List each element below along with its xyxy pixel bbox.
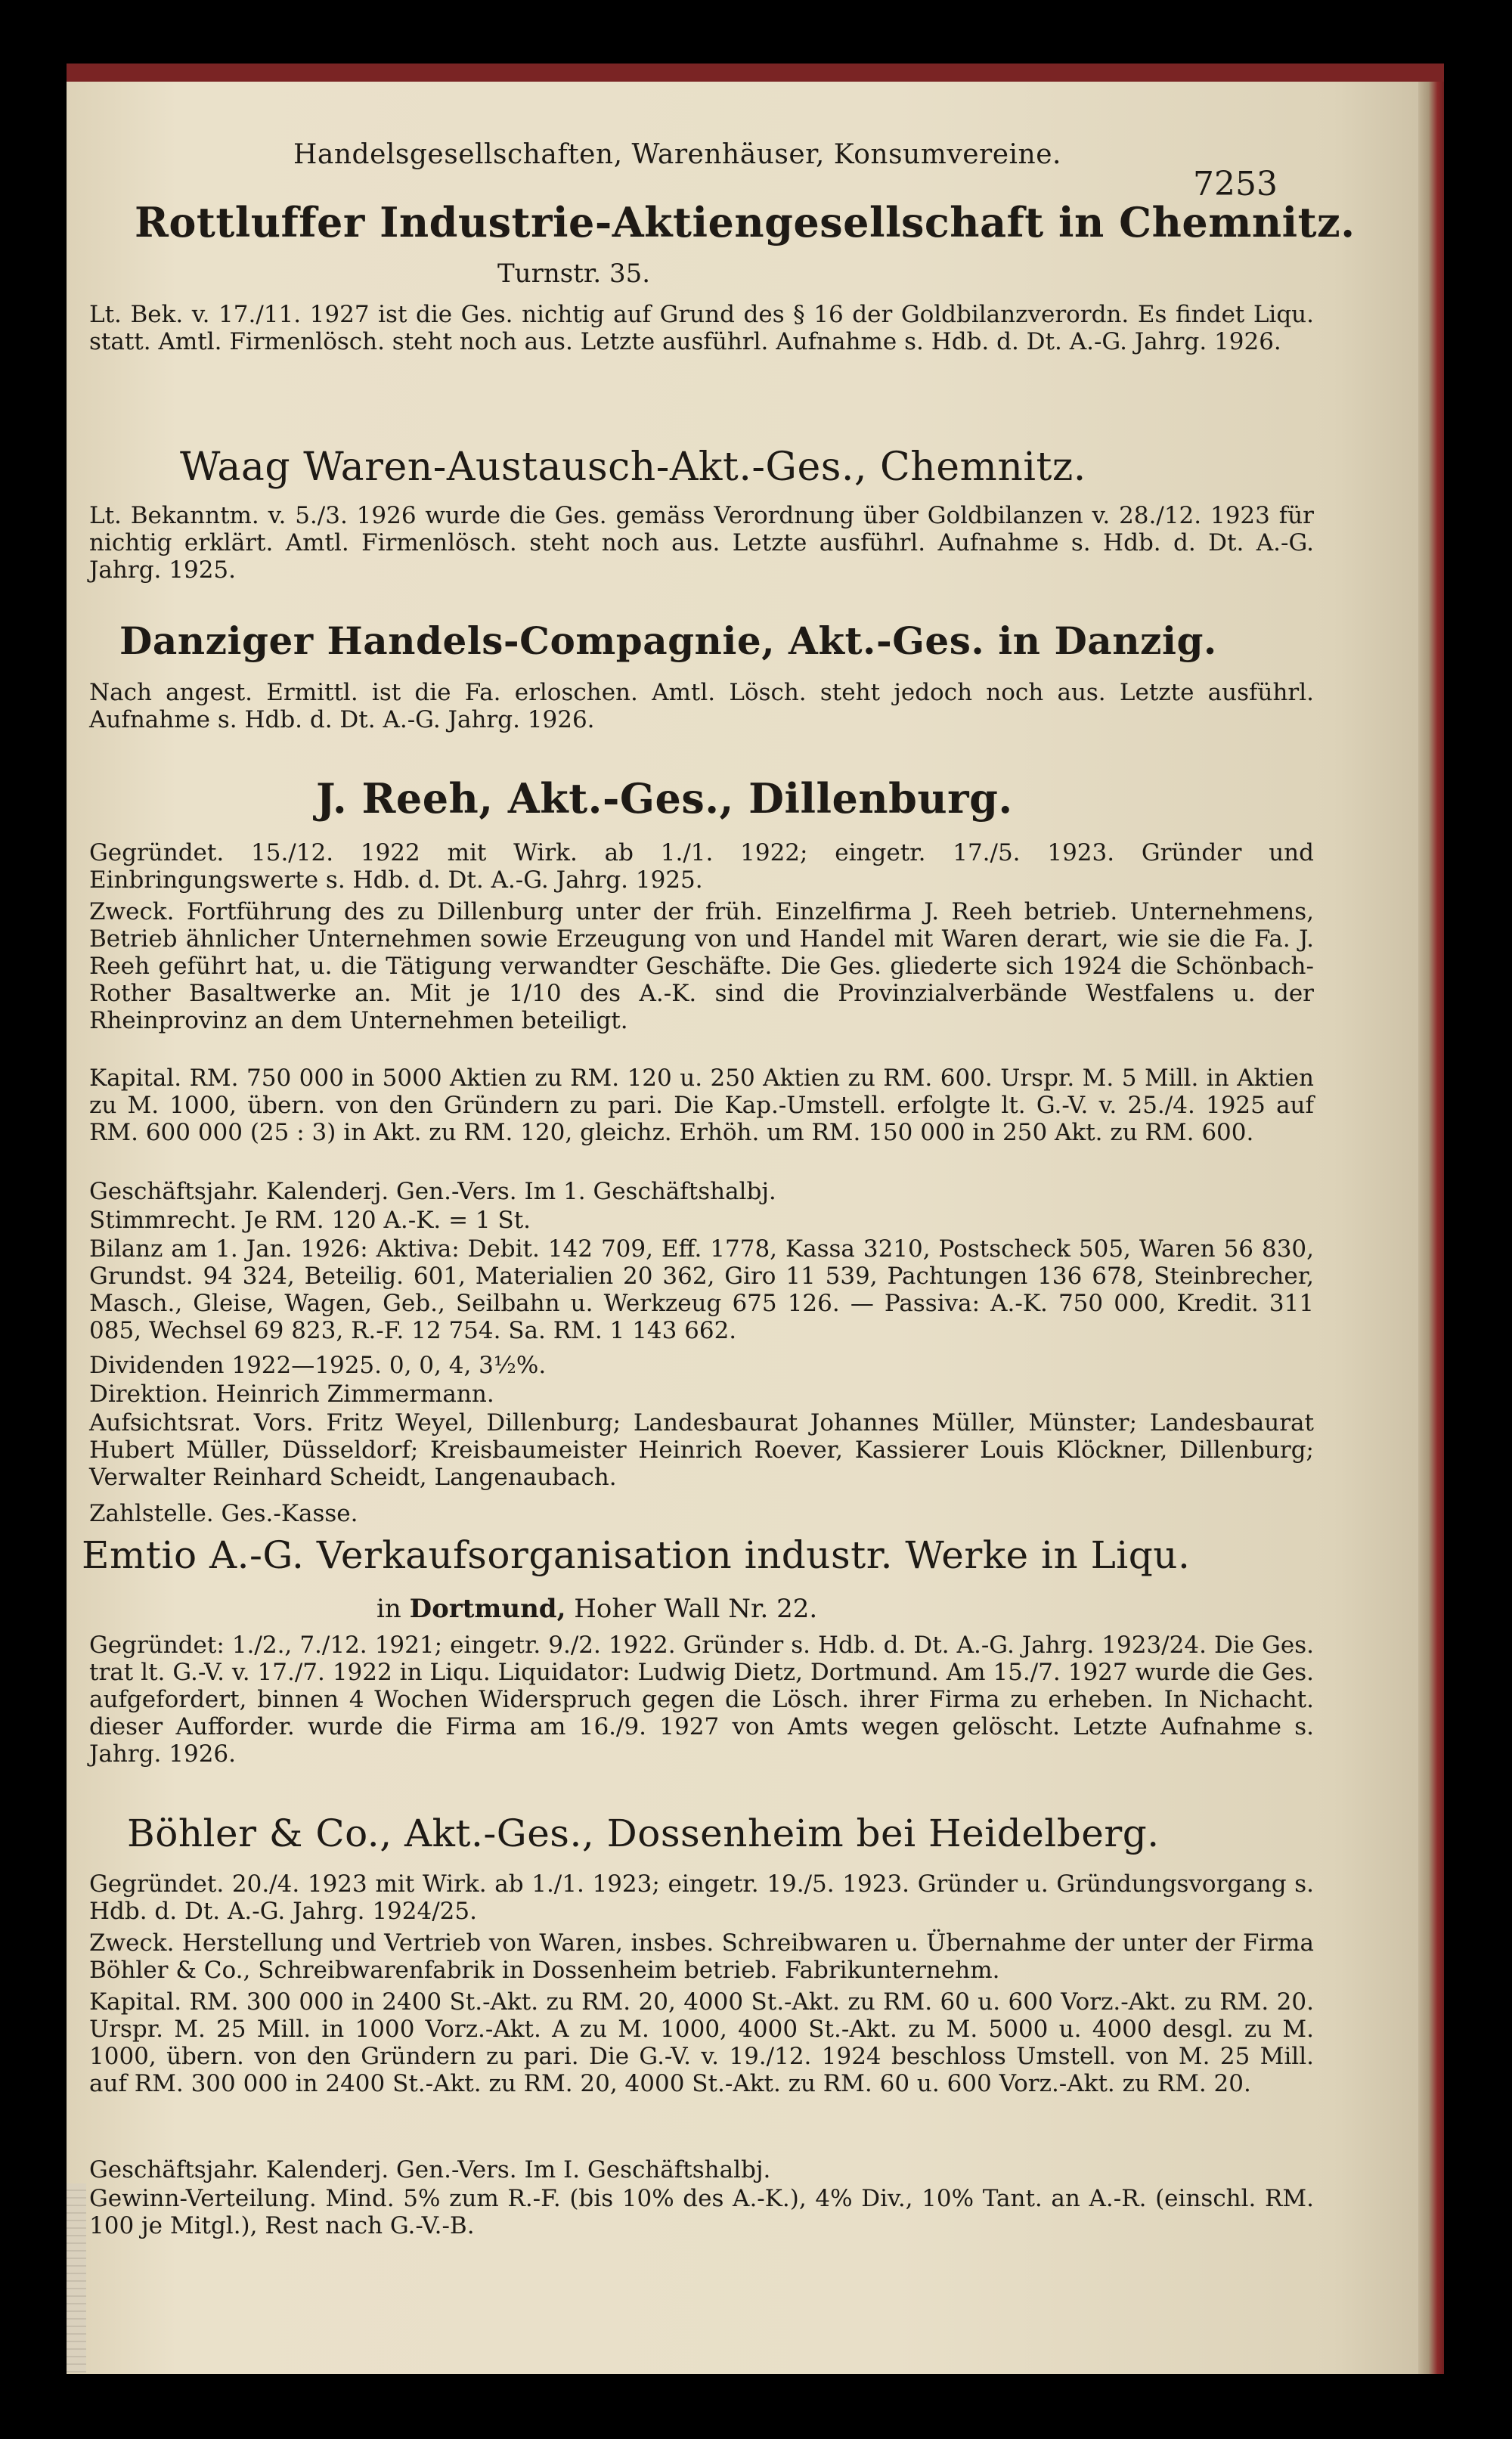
entry-address-emtio bbox=[376, 1594, 817, 1624]
entry-address-rottluffer: Turnstr. 35. bbox=[497, 259, 651, 289]
book-page bbox=[67, 82, 1444, 2374]
boehler-founded: Gegründet. 20./4. 1923 mit Wirk. ab 1./1. 1923; eingetr. 19./5. 1923. Gründer u. Gründungsvorgang s. Hdb. d. Dt. A.-G. Jahrg. 1924/25. bbox=[89, 1870, 1321, 1925]
reeh-fiscal-year: Geschäftsjahr. Kalenderj. Gen.-Vers. Im 1. Geschäftshalbj. bbox=[89, 1178, 776, 1205]
boehler-profit-distribution: Gewinn-Verteilung. Mind. 5% zum R.-F. (bis 10% des A.-K.), 4% Div., 10% Tant. an A.-R. (einschl. RM. 100 je Mitgl.), Rest nach G.-V.-B. bbox=[89, 2185, 1321, 2239]
scale-ruler bbox=[67, 2183, 86, 2372]
reeh-balance: Bilanz am 1. Jan. 1926: Aktiva: Debit. 142 709, Eff. 1778, Kassa 3210, Postscheck 505, Waren 56 830, Grundst. 94 324, Beteilig. 601, Materialien 20 362, Giro 11 539, Pachtungen 136 678, Steinbrecher, Masch., Gleise, Wagen, Geb., Seilbahn u. Werkzeug 675 126. — Passiva: A.-K. 750 000, Kredit. 311 085, Wechsel 69 823, R.-F. 12 754. Sa. RM. 1 143 662. bbox=[89, 1235, 1321, 1344]
reeh-founded: Gegründet. 15./12. 1922 mit Wirk. ab 1./1. 1922; eingetr. 17./5. 1923. Gründer und Einbringungswerte s. Hdb. d. Dt. A.-G. Jahrg. 1925. bbox=[89, 839, 1321, 894]
entry-text-emtio: Gegründet: 1./2., 7./12. 1921; eingetr. 9./2. 1922. Gründer s. Hdb. d. Dt. A.-G. Jahrg. 1923/24. Die Ges. trat lt. G.-V. v. 17./7. 1922 in Liqu. Liquidator: Ludwig Dietz, Dortmund. Am 15./7. 1927 wurde die Ges. aufgefordert, binnen 4 Wochen Widerspruch gegen die Lösch. ihrer Firma zu erheben. In Nichacht. dieser Aufforder. wurde die Firma am 16./9. 1927 von Amts wegen gelöscht. Letzte Aufnahme s. Jahrg. 1926. bbox=[89, 1632, 1321, 1768]
reeh-purpose: Zweck. Fortführung des zu Dillenburg unter der früh. Einzelfirma J. Reeh betrieb. Unternehmens, Betrieb ähnlicher Unternehmen sowie Erzeugung von und Handel mit Waren derart, wie sie die Fa. J. Reeh geführt hat, u. die Tätigung verwandter Geschäfte. Die Ges. gliederte sich 1924 die Schönbach-Rother Basaltwerke an. Mit je 1/10 des A.-K. sind die Provinzialverbände Westfalens u. der Rheinprovinz an dem Unternehmen beteiligt. bbox=[89, 898, 1321, 1034]
entry-title-waag: Waag Waren-Austausch-Akt.-Ges., Chemnitz. bbox=[180, 445, 1086, 490]
address-prefix: in bbox=[376, 1594, 401, 1624]
boehler-fiscal-year: Geschäftsjahr. Kalenderj. Gen.-Vers. Im I. Geschäftshalbj. bbox=[89, 2156, 771, 2183]
entry-title-boehler: Böhler & Co., Akt.-Ges., Dossenheim bei Heidelberg. bbox=[127, 1811, 1160, 1855]
page-edge bbox=[1418, 82, 1444, 2374]
entry-text-rottluffer: Lt. Bek. v. 17./11. 1927 ist die Ges. nichtig auf Grund des § 16 der Goldbilanzverordn. Es findet Liqu. statt. Amtl. Firmenlösch. steht noch aus. Letzte ausführl. Aufnahme s. Hdb. d. Dt. A.-G. Jahrg. 1926. bbox=[89, 301, 1321, 355]
entry-text-waag: Lt. Bekanntm. v. 5./3. 1926 wurde die Ges. gemäss Verordnung über Goldbilanzen v. 28./12. 1923 für nichtig erklärt. Amtl. Firmenlösch. steht noch aus. Letzte ausführl. Aufnahme s. Hdb. d. Dt. A.-G. Jahrg. 1925. bbox=[89, 502, 1321, 584]
reeh-paying-agent: Zahlstelle. Ges.-Kasse. bbox=[89, 1500, 358, 1527]
entry-title-emtio: Emtio A.-G. Verkaufsorganisation industr. Werke in Liqu. bbox=[82, 1533, 1191, 1577]
entry-title-reeh: J. Reeh, Akt.-Ges., Dillenburg. bbox=[316, 774, 1013, 823]
reeh-dividends: Dividenden 1922—1925. 0, 0, 4, 3½%. bbox=[89, 1352, 547, 1379]
entry-title-danziger: Danziger Handels-Compagnie, Akt.-Ges. in Danzig. bbox=[119, 618, 1217, 663]
address-city: Dortmund, bbox=[409, 1594, 566, 1624]
page-number: 7253 bbox=[1193, 165, 1278, 203]
boehler-capital: Kapital. RM. 300 000 in 2400 St.-Akt. zu RM. 20, 4000 St.-Akt. zu RM. 60 u. 600 Vorz.-Akt. zu RM. 20. Urspr. M. 25 Mill. in 1000 Vorz.-Akt. A zu M. 1000, 4000 St.-Akt. zu M. 5000 u. 4000 desgl. zu M. 1000, übern. von den Gründern zu pari. Die G.-V. v. 19./12. 1924 beschloss Umstell. von M. 25 Mill. auf RM. 300 000 in 2400 St.-Akt. zu RM. 20, 4000 St.-Akt. zu RM. 60 u. 600 Vorz.-Akt. zu RM. 20. bbox=[89, 1988, 1321, 2097]
boehler-purpose: Zweck. Herstellung und Vertrieb von Waren, insbes. Schreibwaren u. Übernahme der unter der Firma Böhler & Co., Schreibwarenfabrik in Dossenheim betrieb. Fabrikunternehm. bbox=[89, 1929, 1321, 1984]
running-head: Handelsgesellschaften, Warenhäuser, Konsumvereine. bbox=[293, 139, 1061, 170]
entry-text-danziger: Nach angest. Ermittl. ist die Fa. erloschen. Amtl. Lösch. steht jedoch noch aus. Letzte ausführl. Aufnahme s. Hdb. d. Dt. A.-G. Jahrg. 1926. bbox=[89, 679, 1321, 733]
reeh-management: Direktion. Heinrich Zimmermann. bbox=[89, 1381, 494, 1408]
reeh-voting: Stimmrecht. Je RM. 120 A.-K. = 1 St. bbox=[89, 1207, 531, 1234]
entry-title-rottluffer: Rottluffer Industrie-Aktiengesellschaft in Chemnitz. bbox=[135, 198, 1356, 246]
reeh-supervisory-board: Aufsichtsrat. Vors. Fritz Weyel, Dillenburg; Landesbaurat Johannes Müller, Münster; Landesbaurat Hubert Müller, Düsseldorf; Kreisbaumeister Heinrich Roever, Kassierer Louis Klöckner, Dillenburg; Verwalter Reinhard Scheidt, Langenaubach. bbox=[89, 1409, 1321, 1491]
reeh-capital: Kapital. RM. 750 000 in 5000 Aktien zu RM. 120 u. 250 Aktien zu RM. 600. Urspr. M. 5 Mill. in Aktien zu M. 1000, übern. von den Gründern zu pari. Die Kap.-Umstell. erfolgte lt. G.-V. v. 25./4. 1925 auf RM. 600 000 (25 : 3) in Akt. zu RM. 120, gleichz. Erhöh. um RM. 150 000 in 250 Akt. zu RM. 600. bbox=[89, 1065, 1321, 1146]
address-street: Hoher Wall Nr. 22. bbox=[574, 1594, 818, 1624]
